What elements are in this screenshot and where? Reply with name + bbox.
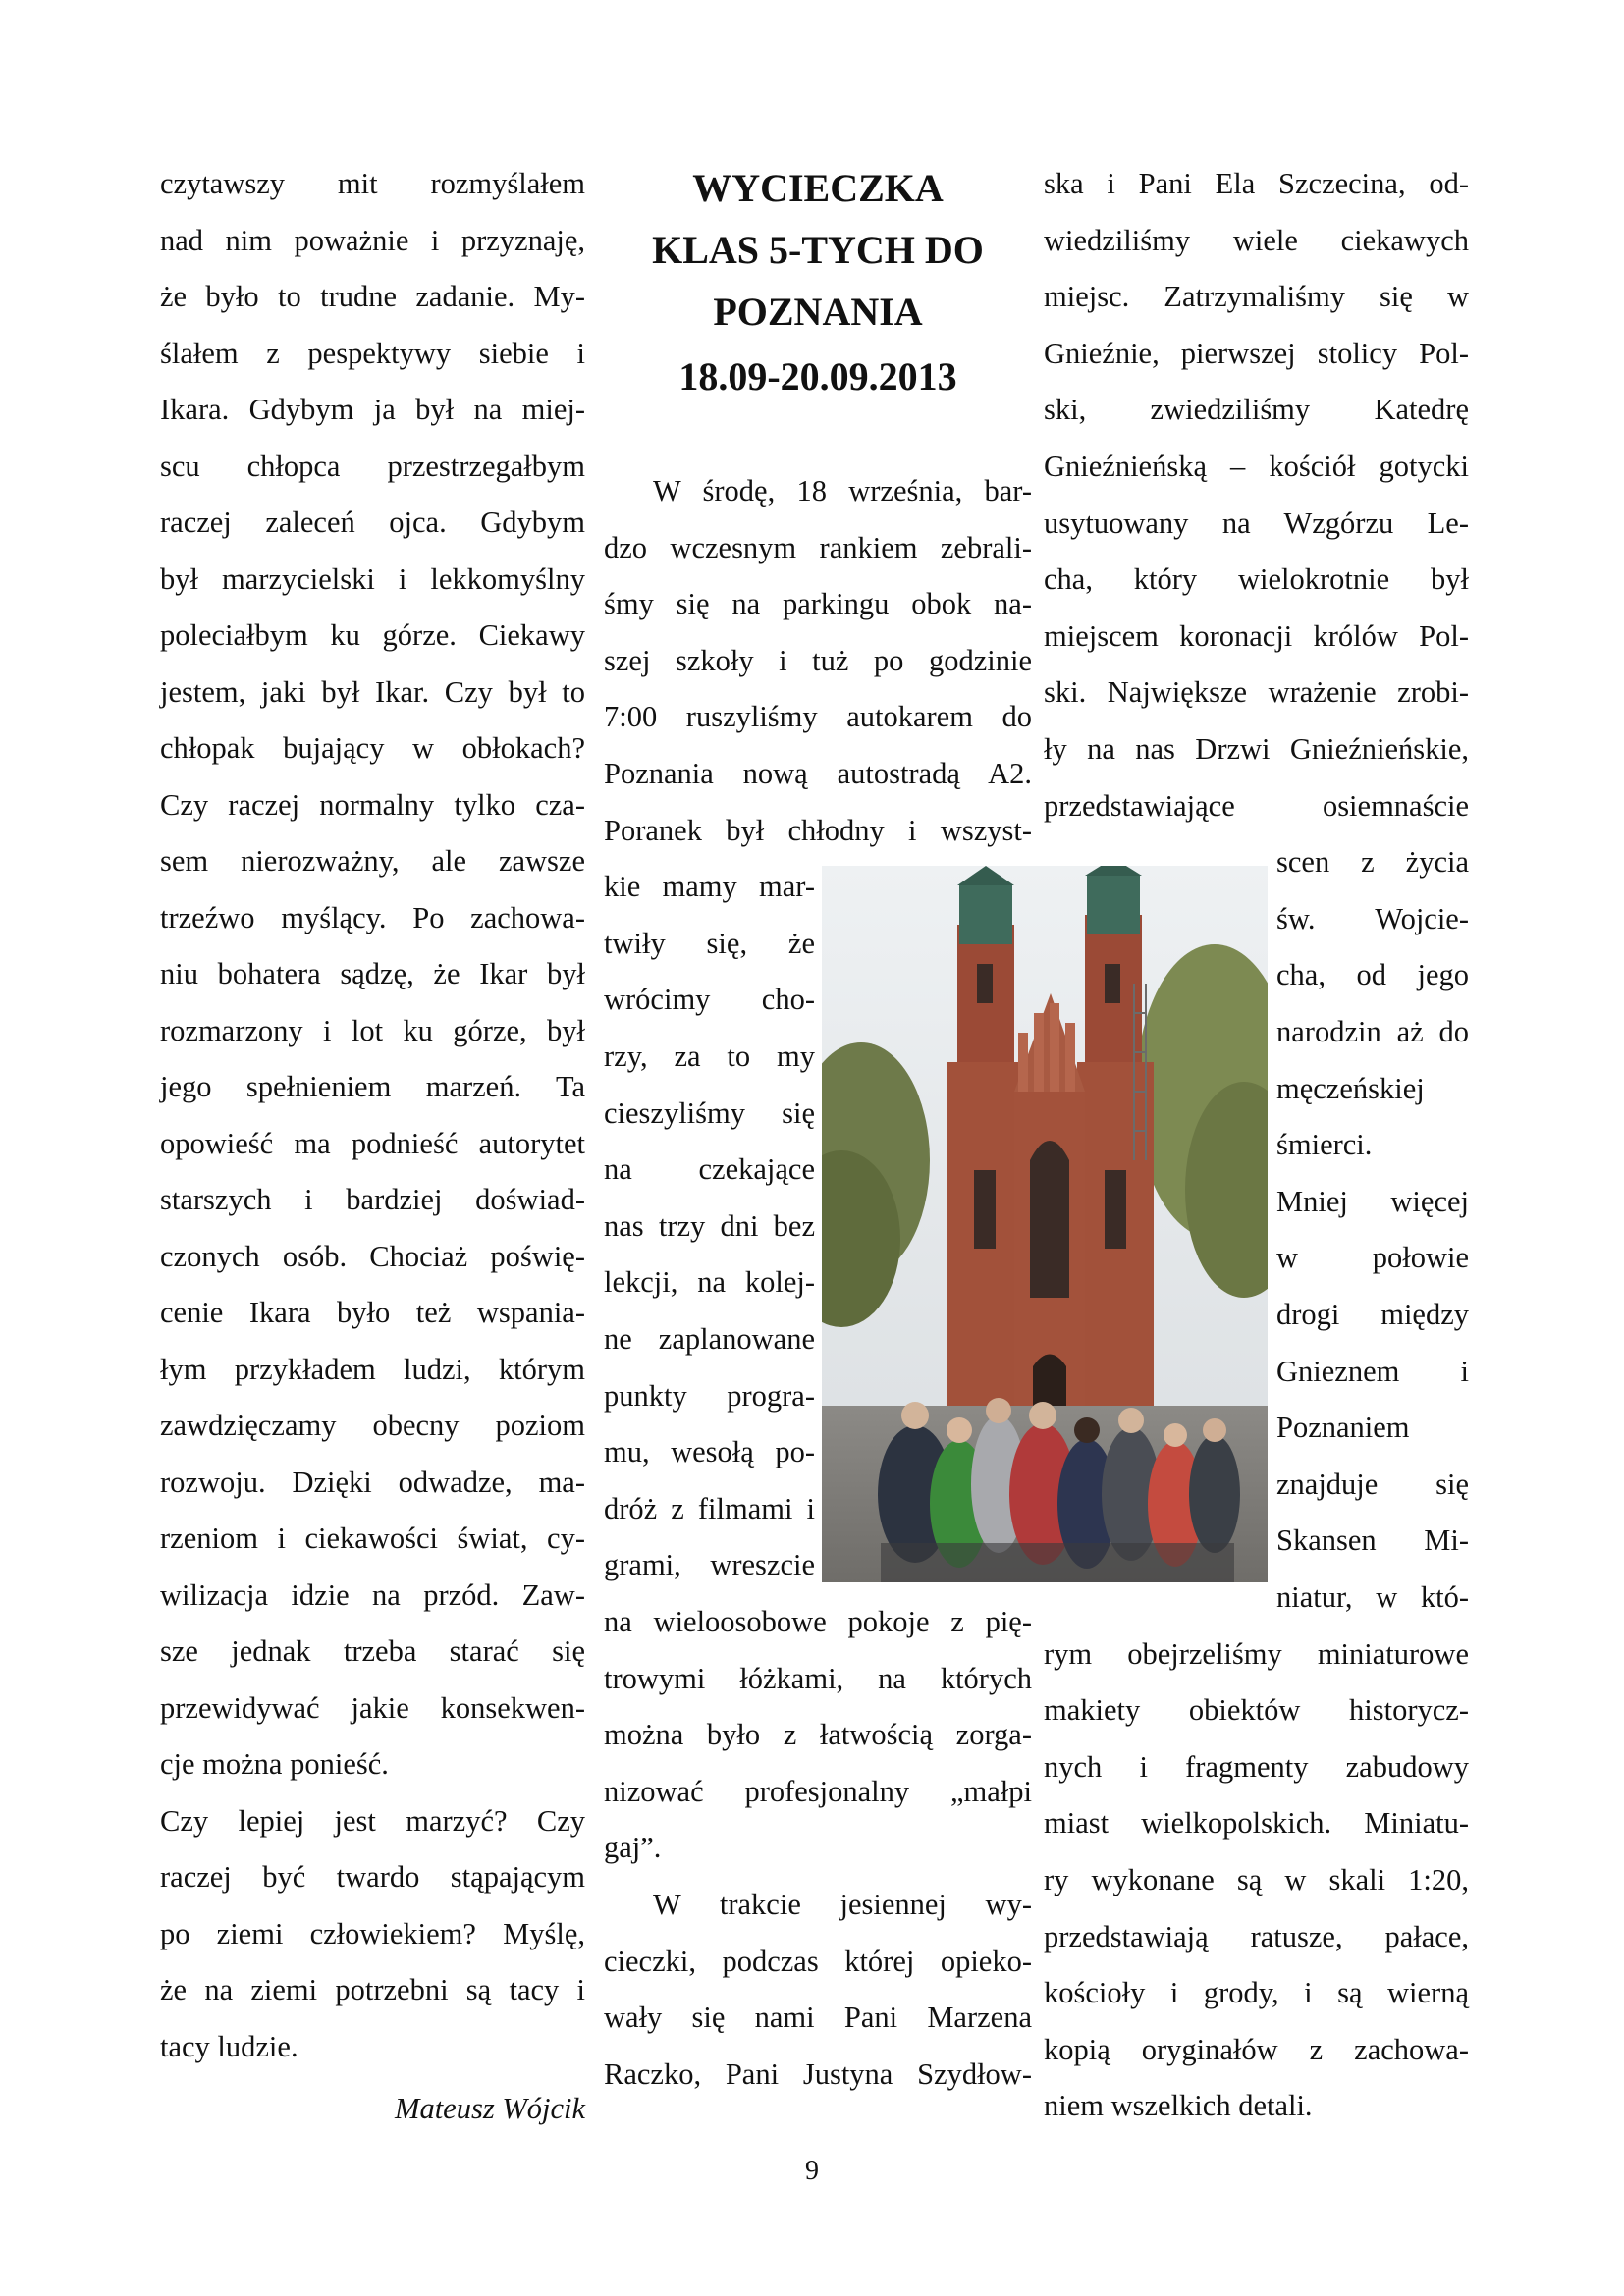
text-line: drogi między (1276, 1298, 1469, 1331)
text-line: ły na nas Drzwi Gnieźnieńskie, (1044, 732, 1469, 766)
text-line: ski, zwiedziliśmy Katedrę (1044, 393, 1469, 426)
text-line: na wieloosobowe pokoje z pię- (604, 1605, 1032, 1638)
text-line: gaj”. (604, 1831, 662, 1864)
text-line: kościoły i grody, i są wierną (1044, 1976, 1469, 2009)
text-line: sem nierozważny, ale zawsze (160, 844, 585, 878)
text-line: czytawszy mit rozmyślałem (160, 167, 585, 200)
text-line: kopią oryginałów z zachowa- (1044, 2033, 1469, 2066)
text-line: trowymi łóżkami, na których (604, 1662, 1032, 1695)
text-line: nych i fragmenty zabudowy (1044, 1750, 1469, 1784)
text-line: wilizacja idzie na przód. Zaw- (160, 1578, 585, 1612)
text-line: cje można ponieść. (160, 1747, 389, 1781)
text-line: śmierci. (1276, 1128, 1373, 1161)
title-line: POZNANIA (713, 290, 923, 334)
text-line: Mniej więcej (1276, 1185, 1469, 1218)
author-byline: Mateusz Wójcik (395, 2092, 585, 2125)
text-line: cenie Ikara było też wspania- (160, 1296, 585, 1329)
text-line: ry wykonane są w skali 1:20, (1044, 1863, 1469, 1896)
text-line: przedstawiają ratusze, pałace, (1044, 1920, 1469, 1953)
text-line: zawdzięczamy obecny poziom (160, 1409, 585, 1442)
text-line: rzeniom i ciekawości świat, cy- (160, 1522, 585, 1555)
text-line: szej szkoły i tuż po godzinie (604, 644, 1032, 677)
text-line: starszych i bardziej doświad- (160, 1183, 585, 1216)
text-line: przedstawiające osiemnaście (1044, 789, 1469, 823)
text-line: Czy raczej normalny tylko cza- (160, 788, 585, 822)
text-line: rym obejrzeliśmy miniaturowe (1044, 1637, 1469, 1671)
text-line: ski. Największe wrażenie zrobi- (1044, 675, 1469, 709)
text-line: niatur, w któ- (1276, 1580, 1469, 1614)
title-line: KLAS 5-TYCH DO (652, 228, 984, 272)
text-line: cha, od jego (1276, 958, 1469, 991)
text-line: miejsc. Zatrzymaliśmy się w (1044, 280, 1469, 313)
text-line: Czy lepiej jest marzyć? Czy (160, 1804, 585, 1838)
text-line: cieczki, podczas której opieko- (604, 1945, 1032, 1978)
text-line: na czekające (604, 1152, 815, 1186)
text-line: narodzin aż do (1276, 1015, 1469, 1048)
text-line: po ziemi człowiekiem? Myślę, (160, 1917, 585, 1950)
text-line: że na ziemi potrzebni są tacy i (160, 1973, 585, 2006)
text-line: że było to trudne zadanie. My- (160, 280, 585, 313)
text-line: Gnieznem i (1276, 1355, 1469, 1388)
text-line: śmy się na parkingu obok na- (604, 587, 1032, 620)
text-line: Ikara. Gdybym ja był na miej- (160, 393, 585, 426)
text-line: chłopak bujający w obłokach? (160, 731, 585, 765)
text-line: raczej być twardo stąpającym (160, 1860, 585, 1894)
text-line: Poznania nową autostradą A2. (604, 757, 1032, 790)
text-line: nad nim poważnie i przyznaję, (160, 224, 585, 257)
text-line: rozmarzony i lot ku górze, był (160, 1014, 585, 1047)
text-line: czonych osób. Chociaż poświę- (160, 1240, 585, 1273)
text-line: przewidywać jakie konsekwen- (160, 1691, 585, 1725)
text-line: w połowie (1276, 1241, 1469, 1274)
text-line: można było z łatwością zorga- (604, 1718, 1032, 1751)
text-line: sze jednak trzeba starać się (160, 1634, 585, 1668)
text-line: nas trzy dni bez (604, 1209, 815, 1243)
text-line: niem wszelkich detali. (1044, 2089, 1313, 2122)
text-line: jego spełnieniem marzeń. Ta (160, 1070, 585, 1103)
text-line: twiły się, że (604, 927, 815, 960)
title-line: 18.09-20.09.2013 (678, 354, 957, 399)
text-line: ne zaplanowane (604, 1322, 815, 1356)
cathedral-photo (822, 866, 1268, 1582)
text-line: raczej zaleceń ojca. Gdybym (160, 506, 585, 539)
text-line: miast wielkopolskich. Miniatu- (1044, 1806, 1469, 1840)
text-line: kie mamy mar- (604, 870, 815, 903)
text-line: łym przykładem ludzi, którym (160, 1353, 585, 1386)
text-line: opowieść ma podnieść autorytet (160, 1127, 585, 1160)
text-line: niu bohatera sądzę, że Ikar był (160, 957, 585, 990)
text-line: wrócimy cho- (604, 983, 815, 1016)
text-line: W trakcie jesiennej wy- (653, 1888, 1032, 1921)
text-line: Poznaniem (1276, 1411, 1410, 1444)
text-line: Gnieźnie, pierwszej stolicy Pol- (1044, 337, 1469, 370)
text-line: ska i Pani Ela Szczecina, od- (1044, 167, 1469, 200)
text-line: poleciałbym ku górze. Ciekawy (160, 618, 585, 652)
text-line: był marzycielski i lekkomyślny (160, 562, 585, 596)
text-line: grami, wreszcie (604, 1548, 815, 1581)
text-line: rozwoju. Dzięki odwadze, ma- (160, 1466, 585, 1499)
text-line: cieszyliśmy się (604, 1096, 815, 1130)
text-line: dróż z filmami i (604, 1492, 815, 1525)
text-line: nizować profesjonalny „małpi (604, 1775, 1032, 1808)
text-line: scu chłopca przestrzegałbym (160, 450, 585, 483)
text-line: usytuowany na Wzgórzu Le- (1044, 507, 1469, 540)
text-line: mu, wesołą po- (604, 1435, 815, 1468)
text-line: makiety obiektów historycz- (1044, 1693, 1469, 1727)
text-line: 7:00 ruszyliśmy autokarem do (604, 700, 1032, 733)
text-line: Gnieźnieńską – kościół gotycki (1044, 450, 1469, 483)
text-line: dzo wczesnym rankiem zebrali- (604, 531, 1032, 564)
page-number: 9 (805, 2156, 819, 2186)
text-line: męczeńskiej (1276, 1072, 1425, 1105)
text-line: Skansen Mi- (1276, 1523, 1469, 1557)
text-line: miejscem koronacji królów Pol- (1044, 619, 1469, 653)
text-line: znajduje się (1276, 1468, 1469, 1501)
text-line: scen z życia (1276, 845, 1469, 879)
text-line: Poranek był chłodny i wszyst- (604, 814, 1032, 847)
text-line: lekcji, na kolej- (604, 1265, 815, 1299)
text-line: Raczko, Pani Justyna Szydłow- (604, 2057, 1032, 2091)
text-line: W środę, 18 września, bar- (653, 474, 1032, 507)
text-line: św. Wojcie- (1276, 902, 1469, 935)
text-line: rzy, za to my (604, 1040, 815, 1073)
text-line: tacy ludzie. (160, 2030, 298, 2063)
text-line: jestem, jaki był Ikar. Czy był to (160, 675, 585, 709)
text-line: trzeźwo myślący. Po zachowa- (160, 901, 585, 934)
text-line: wiedziliśmy wiele ciekawych (1044, 224, 1469, 257)
text-line: cha, który wielokrotnie był (1044, 562, 1469, 596)
text-line: ślałem z pespektywy siebie i (160, 337, 585, 370)
title-line: WYCIECZKA (692, 166, 944, 210)
text-line: wały się nami Pani Marzena (604, 2001, 1032, 2034)
text-line: punkty progra- (604, 1379, 815, 1413)
